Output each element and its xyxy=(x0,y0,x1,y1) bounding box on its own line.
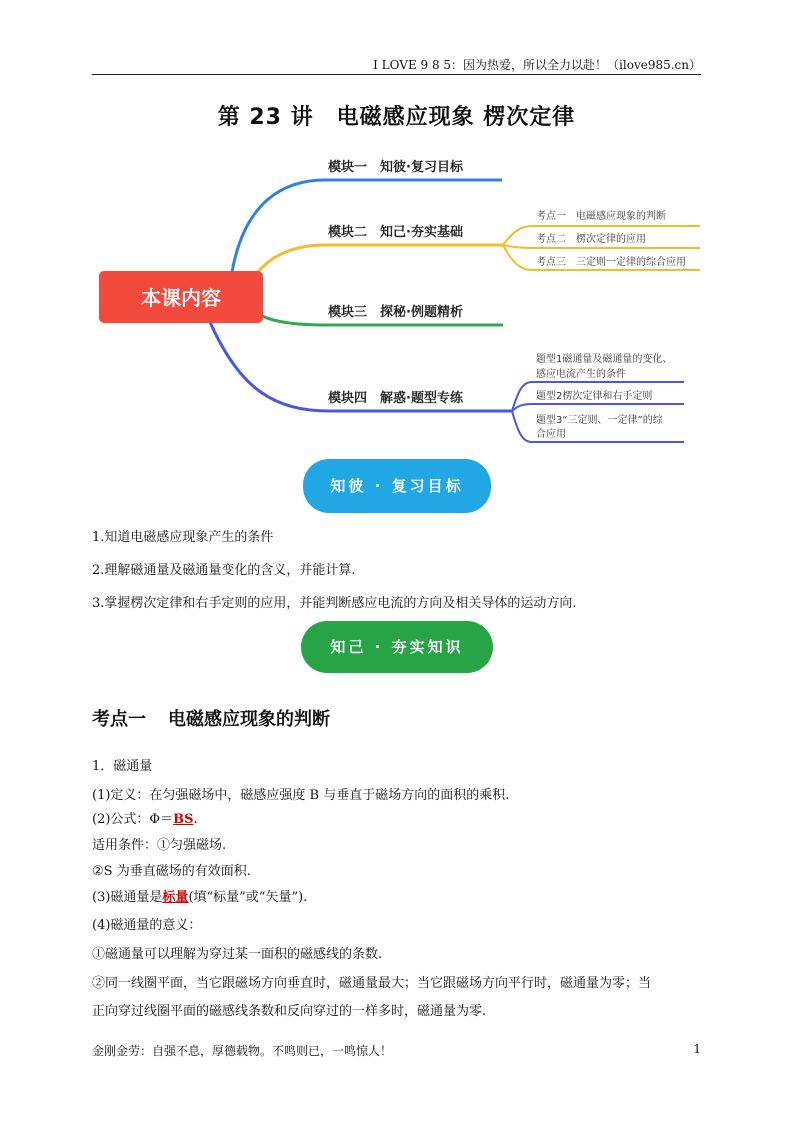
content-line: 1．磁通量 xyxy=(92,759,153,774)
sub-label: 考点二 楞次定律的应用 xyxy=(536,234,646,245)
content-line: (2)公式：Φ＝BS. xyxy=(92,812,198,827)
review-goals-banner: 知彼 · 复习目标 xyxy=(303,459,491,513)
goal-line-1: 1.知道电磁感应现象产生的条件 xyxy=(92,530,274,545)
content-line: (3)磁通量是标量(填“标量”或“矢量”). xyxy=(92,890,308,905)
content-line: ②S 为垂直磁场的有效面积. xyxy=(92,864,251,879)
sub-label: 题型3“三定则、一定律”的综 xyxy=(536,415,663,426)
goal-line-2: 2.理解磁通量及磁通量变化的含义，并能计算. xyxy=(92,563,356,578)
page-header: I LOVE 9 8 5：因为热爱，所以全力以赴！（ilove985.cn） xyxy=(92,56,701,75)
content-line: 适用条件：①匀强磁场. xyxy=(92,838,227,853)
branch-line-2 xyxy=(258,245,503,272)
page-number: 1 xyxy=(693,1042,701,1056)
sub-label: 感应电流产生的条件 xyxy=(536,369,626,380)
content-line: ②同一线圈平面，当它跟磁场方向垂直时，磁通量最大；当它跟磁场方向平行时，磁通量为零；当 xyxy=(92,976,652,991)
sub-label: 题型1磁通量及磁通量的变化、 xyxy=(536,354,673,365)
content-line: (4)磁通量的意义： xyxy=(92,918,202,933)
branch-label-1: 模块一 知彼·复习目标 xyxy=(328,160,463,175)
sub-label: 合应用 xyxy=(536,429,566,440)
sub-label: 题型2楞次定律和右手定则 xyxy=(536,391,653,402)
goal-line-3: 3.掌握楞次定律和右手定则的应用，并能判断感应电流的方向及相关导体的运动方向. xyxy=(92,596,577,611)
sub-label: 考点三 三定则一定律的综合应用 xyxy=(536,257,686,268)
page-footer: 金刚金劳：自强不息，厚德载物。不鸣则已，一鸣惊人！ 1 xyxy=(92,1042,701,1058)
section-heading: 考点一 电磁感应现象的判断 xyxy=(92,709,330,730)
branch-label-2: 模块二 知己·夯实基础 xyxy=(328,225,463,240)
content-line: (1)定义：在匀强磁场中，磁感应强度 B 与垂直于磁场方向的面积的乘积. xyxy=(92,788,510,803)
basics-banner: 知己 · 夯实知识 xyxy=(301,621,493,673)
branch-label-3: 模块三 探秘·例题精析 xyxy=(328,305,463,320)
answer-scalar: 标量 xyxy=(162,890,189,905)
content-line: ①磁通量可以理解为穿过某一面积的磁感线的条数. xyxy=(92,947,383,962)
branch-label-4: 模块四 解惑·题型专练 xyxy=(328,391,463,406)
center-label: 本课内容 xyxy=(141,286,221,310)
mind-map xyxy=(0,140,793,450)
page-title: 第 23 讲 电磁感应现象 楞次定律 xyxy=(217,105,576,130)
answer-bs: BS xyxy=(173,812,194,827)
content-line: 正向穿过线圈平面的磁感线条数和反向穿过的一样多时，磁通量为零. xyxy=(92,1004,487,1019)
sub-label: 考点一 电磁感应现象的判断 xyxy=(536,211,666,222)
